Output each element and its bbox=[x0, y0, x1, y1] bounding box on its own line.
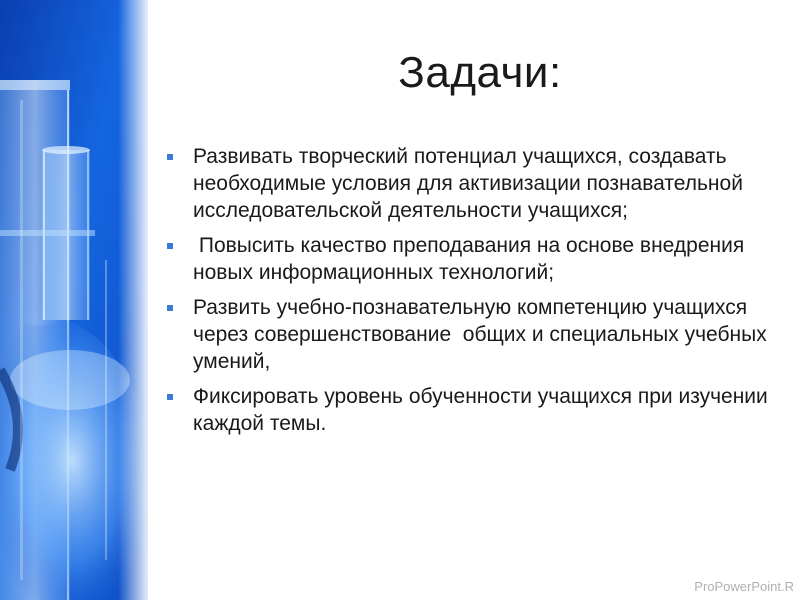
square-bullet-icon bbox=[167, 394, 173, 400]
square-bullet-icon bbox=[167, 305, 173, 311]
list-item-text: Развивать творческий потенциал учащихся, создавать необходимые условия для активизации познавательной исследовательской деятельности учащихся; bbox=[193, 145, 749, 222]
task-list bbox=[165, 143, 774, 445]
list-item bbox=[165, 294, 773, 375]
list-item bbox=[165, 143, 770, 224]
list-item-text: Фиксировать уровень обученности учащихся при изучении каждой темы. bbox=[193, 385, 774, 435]
list-item bbox=[165, 232, 770, 286]
list-item-text: Развить учебно-познавательную компетенцию учащихся через совершенствование общих и специальных учебных умений, bbox=[193, 296, 773, 373]
list-item bbox=[165, 383, 774, 437]
slide-title: Задачи: bbox=[398, 48, 562, 97]
square-bullet-icon bbox=[167, 154, 173, 160]
list-item-text: Повысить качество преподавания на основе внедрения новых информационных технологий; bbox=[193, 234, 751, 284]
square-bullet-icon bbox=[167, 243, 173, 249]
image-fade-edge bbox=[118, 0, 158, 600]
footer-brand: ProPowerPoint.R bbox=[694, 579, 794, 594]
